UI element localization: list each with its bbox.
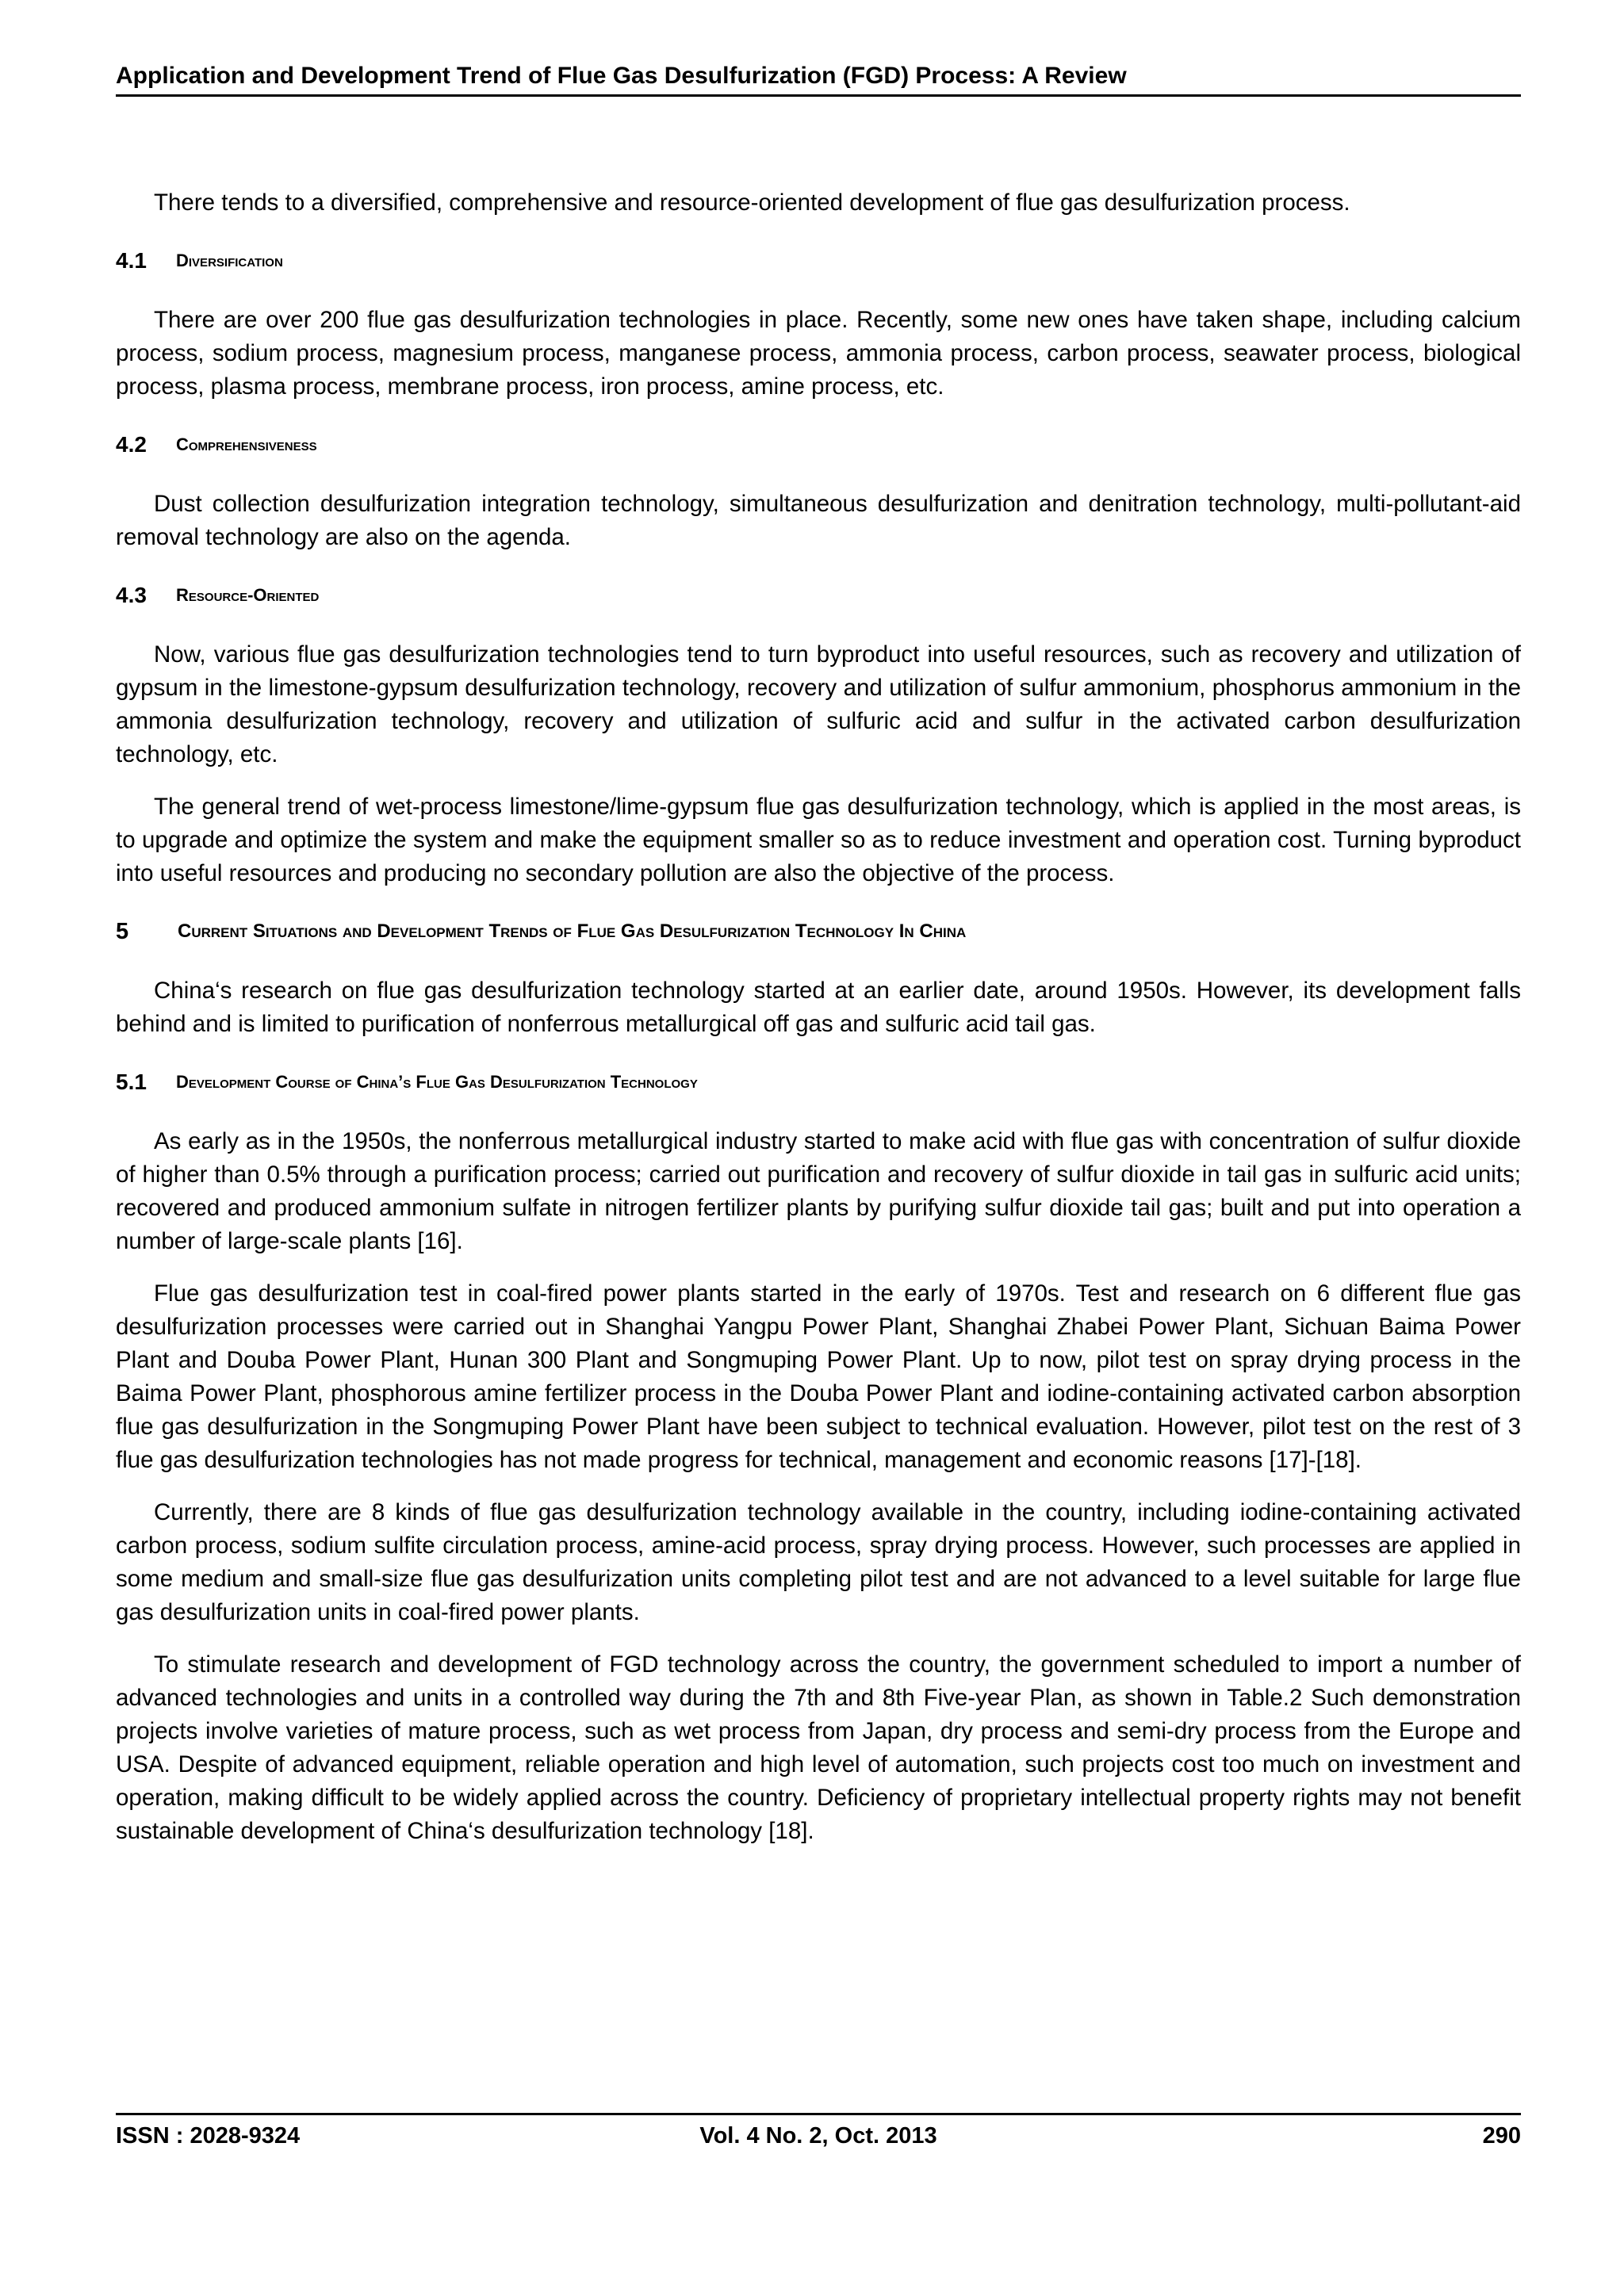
section-title: Development Course of China’s Flue Gas Desulfurization Technology — [176, 1072, 698, 1092]
section-number: 4.2 — [116, 432, 147, 457]
paragraph-4-2: Dust collection desulfurization integration technology, simultaneous desulfurization and denitration technology, multi-pollutant-aid removal technology are also on the agenda. — [116, 491, 1521, 550]
paragraph-4-3-b: The general trend of wet-process limestone/lime-gypsum flue gas desulfurization technology, which is applied in the most areas, is to upgrade and optimize the system and make the equipment smaller so as to reduce investment and operation cost. Turning byproduct into useful resources and producing no secondary pollution are also the objective of the process. — [116, 794, 1521, 886]
footer-divider — [116, 2113, 1521, 2115]
section-title: Current Situations and Development Trends of Flue Gas Desulfurization Technology In China — [178, 920, 967, 942]
paragraph-4-3-a: Now, various flue gas desulfurization technologies tend to turn byproduct into useful resources, such as recovery and utilization of gypsum in the limestone-gypsum desulfurization technology, recovery and utilization of sulfur ammonium, phosphorus ammonium in the ammonia desulfurization technology, recovery and utilization of sulfuric acid and sulfur in the activated carbon desulfurization technology, etc. — [116, 641, 1521, 767]
paragraph-5-1-a: As early as in the 1950s, the nonferrous metallurgical industry started to make acid with flue gas with concentration of sulfur dioxide of higher than 0.5% through a purification process; carried out purification and recovery of sulfur dioxide in tail gas in sulfuric acid units; recovered and produced ammonium sulfate in nitrogen fertilizer plants by purifying sulfur dioxide tail gas; built and put into operation a number of large-scale plants [16]. — [116, 1128, 1521, 1254]
page-number: 290 — [1482, 2123, 1521, 2149]
paragraph-5-1-b: Flue gas desulfurization test in coal-fired power plants started in the early of 1970s. Test and research on 6 different flue gas desulfurization processes were carried out in Shanghai Yangpu Power Plant, Shanghai Zhabei Power Plant, Sichuan Baima Power Plant and Douba Power Plant, Hunan 300 Plant and Songmuping Power Plant. Up to now, pilot test on spray drying process in the Baima Power Plant, phosphorous amine fertilizer process in the Douba Power Plant and iodine-containing activated carbon absorption flue gas desulfurization in the Songmuping Power Plant have been subject to technical evaluation. However, pilot test on the rest of 3 flue gas desulfurization technologies has not made progress for technical, management and economic reasons [17]-[18]. — [116, 1280, 1521, 1473]
section-heading-5-1 — [116, 1068, 1521, 1096]
footer-issn: ISSN : 2028-9324 — [116, 2123, 301, 2149]
header-divider — [116, 94, 1521, 97]
section-title: Comprehensiveness — [176, 434, 317, 454]
paragraph-5-1-c: Currently, there are 8 kinds of flue gas desulfurization technology available in the country, including iodine-containing activated carbon process, sodium sulfite circulation process, amine-acid process, spray drying process. However, such processes are applied in some medium and small-size flue gas desulfurization units completing pilot test and are not advanced to a level suitable for large flue gas desulfurization units in coal-fired power plants. — [116, 1499, 1521, 1625]
section-title: Diversification — [176, 251, 283, 270]
section-number: 4.1 — [116, 248, 147, 273]
section-number: 5.1 — [116, 1070, 147, 1094]
footer-volume: Vol. 4 No. 2, Oct. 2013 — [699, 2123, 937, 2149]
section-heading-4-1 — [116, 247, 1521, 275]
intro-paragraph: There tends to a diversified, comprehensive and resource-oriented development of flue gas desulfurization process. — [154, 189, 1350, 216]
paragraph-5: China‘s research on flue gas desulfurization technology started at an earlier date, around 1950s. However, its development falls behind and is limited to purification of nonferrous metallurgical off gas and sulfuric acid tail gas. — [116, 978, 1521, 1037]
section-heading-5 — [116, 917, 1521, 946]
section-heading-4-3 — [116, 581, 1521, 610]
section-number: 5 — [116, 919, 129, 944]
page-body — [116, 186, 1521, 1867]
page-footer — [116, 2118, 1521, 2153]
section-heading-4-2 — [116, 430, 1521, 459]
running-header-title: Application and Development Trend of Flue Gas Desulfurization (FGD) Process: A Review — [116, 63, 1127, 89]
section-title: Resource-Oriented — [176, 585, 320, 605]
paragraph-4-1: There are over 200 flue gas desulfurization technologies in place. Recently, some new ones have taken shape, including calcium process, sodium process, magnesium process, manganese process, ammonia process, carbon process, seawater process, biological process, plasma process, membrane process, iron process, amine process, etc. — [116, 307, 1521, 400]
paragraph-5-1-d: To stimulate research and development of FGD technology across the country, the government scheduled to import a number of advanced technologies and units in a controlled way during the 7th and 8th Five-year Plan, as shown in Table.2 Such demonstration projects involve varieties of mature process, such as wet process from Japan, dry process and semi-dry process from the Europe and USA. Despite of advanced equipment, reliable operation and high level of automation, such projects cost too much on investment and operation, making difficult to be widely applied across the country. Deficiency of proprietary intellectual property rights may not benefit sustainable development of China‘s desulfurization technology [18]. — [116, 1651, 1521, 1844]
section-number: 4.3 — [116, 583, 147, 607]
